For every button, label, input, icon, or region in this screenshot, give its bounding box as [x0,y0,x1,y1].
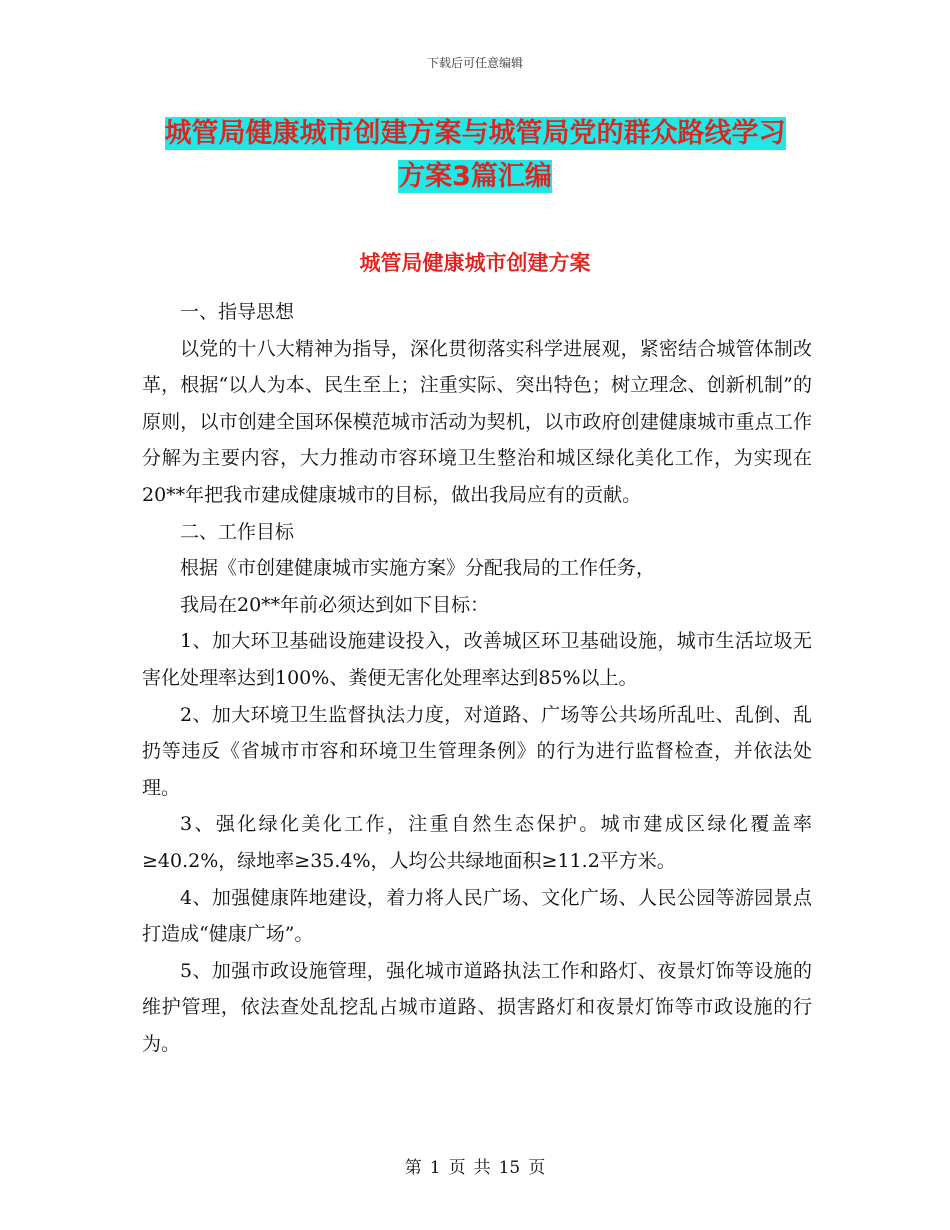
paragraph: 以党的十八大精神为指导，深化贯彻落实科学进展观，紧密结合城管体制改革，根据“以人为本、民生至上；注重实际、突出特色；树立理念、创新机制”的原则，以市创建全国环保模范城市活动为契机，以市政府创建健康城市重点工作分解为主要内容，大力推动市容环境卫生整治和城区绿化美化工作，为实现在20**年把我市建成健康城市的目标，做出我局应有的贡献。 [142,337,812,506]
paragraph: 二、工作目标 [180,520,295,543]
paragraph: 3、强化绿化美化工作，注重自然生态保护。城市建成区绿化覆盖率≥40.2%，绿地率≥35.4%，人均公共绿地面积≥11.2平方米。 [142,813,812,872]
page-footer [0,1153,950,1178]
paragraph: 一、指导思想 [180,301,295,323]
section-title: 城管局健康城市创建方案 [359,251,591,275]
paragraph: 我局在20**年前必须达到如下目标： [180,593,490,616]
paragraph: 根据《市创建健康城市实施方案》分配我局的工作任务， [180,557,656,580]
paragraph: 2、加大环境卫生监督执法力度，对道路、广场等公共场所乱吐、乱倒、乱扔等违反《省城市市容和环境卫生管理条例》的行为进行监督检查，并依法处理。 [142,703,812,799]
footer-total-unit: 页 [528,1158,546,1178]
paragraph: 4、加强健康阵地建设，着力将人民广场、文化广场、人民公园等游园景点打造成“健康广场”。 [142,886,812,946]
document-title-line-2 [0,154,950,193]
total-pages: 15 [498,1158,521,1178]
header-note: 下载后可任意编辑 [426,56,523,70]
footer-prefix: 第 [404,1158,422,1178]
body-text [142,294,812,1062]
paragraph: 5、加强市政设施管理，强化城市道路执法工作和路灯、夜景灯饰等设施的维护管理，依法查处乱挖乱占城市道路、损害路灯和夜景灯饰等市政设施的行为。 [142,959,812,1055]
title-text-2: 方案3篇汇编 [398,161,552,192]
document-title-line-1 [0,111,950,150]
footer-page-unit: 页 [448,1158,466,1178]
title-text-1: 城管局健康城市创建方案与城管局党的群众路线学习 [164,118,786,149]
page-number: 1 [429,1158,441,1178]
paragraph: 1、加大环卫基础设施建设投入，改善城区环卫基础设施，城市生活垃圾无害化处理率达到100%、粪便无害化处理率达到85%以上。 [142,630,812,689]
footer-total-prefix: 共 [473,1158,491,1178]
